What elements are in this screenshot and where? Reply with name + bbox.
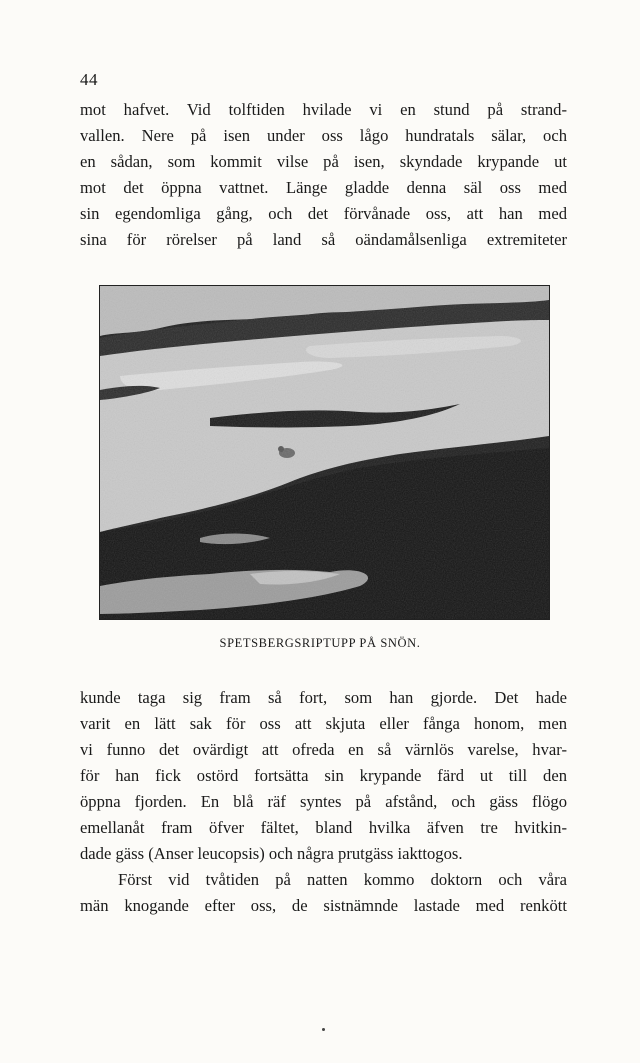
paragraph-bottom [80,685,567,919]
text-line: män knogande efter oss, de sistnämnde lastade med renkött [80,896,567,915]
text-line: varit en lätt sak för oss att skjuta eller fånga honom, men [80,714,567,733]
paragraph-top [80,97,567,253]
figure-caption: SPETSBERGSRIPTUPP PÅ SNÖN. [219,636,421,650]
text-line: emellanåt fram öfver fältet, bland hvilka äfven tre hvitkin- [80,818,567,837]
text-line: vallen. Nere på isen under oss lågo hundratals sälar, och [80,126,567,145]
text-line: dade gäss (Anser leucopsis) och några prutgäss iakttogos. [80,844,463,863]
text-line: mot hafvet. Vid tolftiden hvilade vi en stund på strand- [80,100,567,119]
text-line: mot det öppna vattnet. Länge gladde denna säl oss med [80,178,567,197]
text-line: för han fick ostörd fortsätta sin krypande färd ut till den [80,766,567,785]
text-line: en sådan, som kommit vilse på isen, skyndade krypande ut [80,152,567,171]
text-line: Först vid tvåtiden på natten kommo doktorn och våra [118,870,567,889]
text-line: kunde taga sig fram så fort, som han gjorde. Det hade [80,688,567,707]
page-number: 44 [80,70,98,89]
photograph-ptarmigan-on-snow [99,285,550,620]
text-line: öppna fjorden. En blå räf syntes på afstånd, och gäss flögo [80,792,567,811]
text-line: sina för rörelser på land så oändamålsenliga extremiteter [80,230,567,249]
text-line: vi funno det ovärdigt att ofreda en så värnlös varelse, hvar- [80,740,567,759]
text-line: sin egendomliga gång, och det förvånade oss, att han med [80,204,567,223]
paper-speck [322,1028,325,1031]
